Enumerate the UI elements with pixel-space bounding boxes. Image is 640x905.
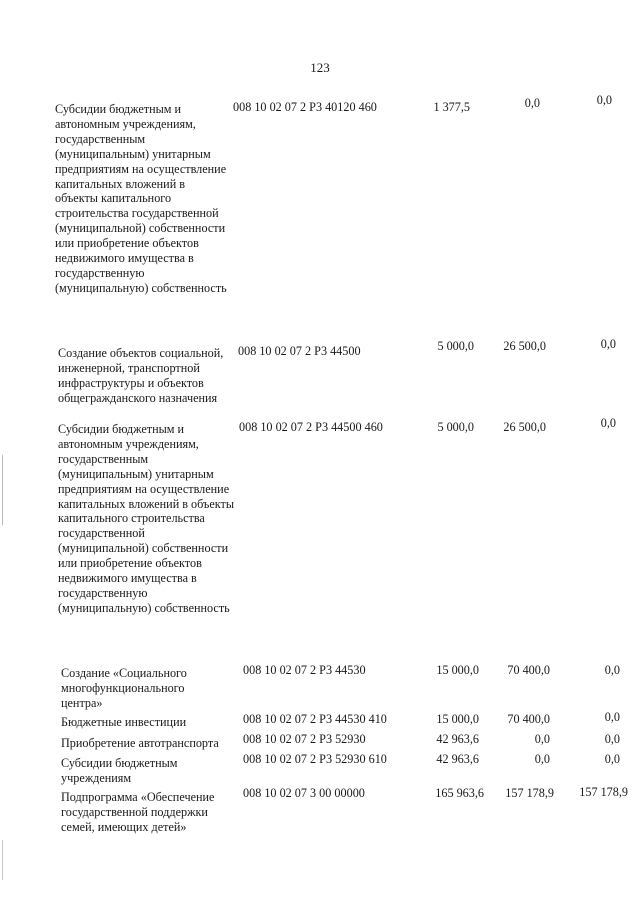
row-value-1: 42 963,6 <box>436 752 479 766</box>
row-code: 008 10 02 07 3 00 00000 <box>243 786 365 800</box>
row-value-2: 157 178,9 <box>505 786 554 800</box>
row-value-3: 0,0 <box>596 93 612 107</box>
row-name: Создание объектов социальной, инженерной, транспортной инфраструктуры и объектов общегражданского назначения <box>58 346 224 405</box>
row-value-1: 42 963,6 <box>436 732 479 746</box>
scan-edge-mark <box>2 455 3 525</box>
page-number: 123 <box>310 60 330 75</box>
row-value-1: 5 000,0 <box>437 420 474 434</box>
row-value-2: 70 400,0 <box>507 712 550 726</box>
row-code: 008 10 02 07 2 Р3 44530 410 <box>243 712 387 726</box>
row-value-1: 1 377,5 <box>433 100 470 114</box>
row-name: Субсидии бюджетным учреждениям <box>61 756 178 785</box>
row-name: Подпрограмма «Обеспечение государственной поддержки семей, имеющих детей» <box>61 790 215 834</box>
row-value-3: 0,0 <box>604 752 620 766</box>
row-code: 008 10 02 07 2 Р3 44500 460 <box>239 420 383 434</box>
row-name: Создание «Социального многофункционального центра» <box>61 666 187 710</box>
row-name: Бюджетные инвестиции <box>61 715 187 729</box>
row-value-2: 26 500,0 <box>503 420 546 434</box>
row-name: Субсидии бюджетным и автономным учреждениям, государственным (муниципальным) унитарным предприятиям на осуществление капитальных вложений в объекты капитального строительства государственной (муниципальной) собственности или приобретение объектов недвижимого имущества в государственную (муниципальную) собственность <box>55 102 227 295</box>
row-code: 008 10 02 07 2 Р3 52930 610 <box>243 752 387 766</box>
row-code: 008 10 02 07 2 Р3 40120 460 <box>233 100 377 114</box>
row-code: 008 10 02 07 2 Р3 44500 <box>238 344 361 358</box>
row-value-2: 70 400,0 <box>507 663 550 677</box>
row-value-2: 0,0 <box>524 96 540 110</box>
row-value-3: 0,0 <box>600 416 616 430</box>
row-value-2: 0,0 <box>534 732 550 746</box>
row-code: 008 10 02 07 2 Р3 44530 <box>243 663 366 677</box>
row-value-1: 5 000,0 <box>437 339 474 353</box>
row-name: Субсидии бюджетным и автономным учреждениям, государственным (муниципальным) унитарным предприятиям на осуществление капитальных вложений в объекты капитального строительства государственной (муниципальной) собственности или приобретение объектов недвижимого имущества в государственную (муниципальную) собственность <box>58 422 235 615</box>
row-value-3: 0,0 <box>604 732 620 746</box>
scan-edge-mark <box>2 840 3 880</box>
row-value-3: 0,0 <box>600 337 616 351</box>
row-value-1: 15 000,0 <box>436 663 479 677</box>
row-name: Приобретение автотранспорта <box>61 736 219 750</box>
row-value-1: 165 963,6 <box>435 786 484 800</box>
row-value-3: 157 178,9 <box>579 785 628 799</box>
row-value-1: 15 000,0 <box>436 712 479 726</box>
row-value-2: 26 500,0 <box>503 339 546 353</box>
row-value-3: 0,0 <box>604 710 620 724</box>
row-code: 008 10 02 07 2 Р3 52930 <box>243 732 366 746</box>
row-value-2: 0,0 <box>534 752 550 766</box>
row-value-3: 0,0 <box>604 663 620 677</box>
